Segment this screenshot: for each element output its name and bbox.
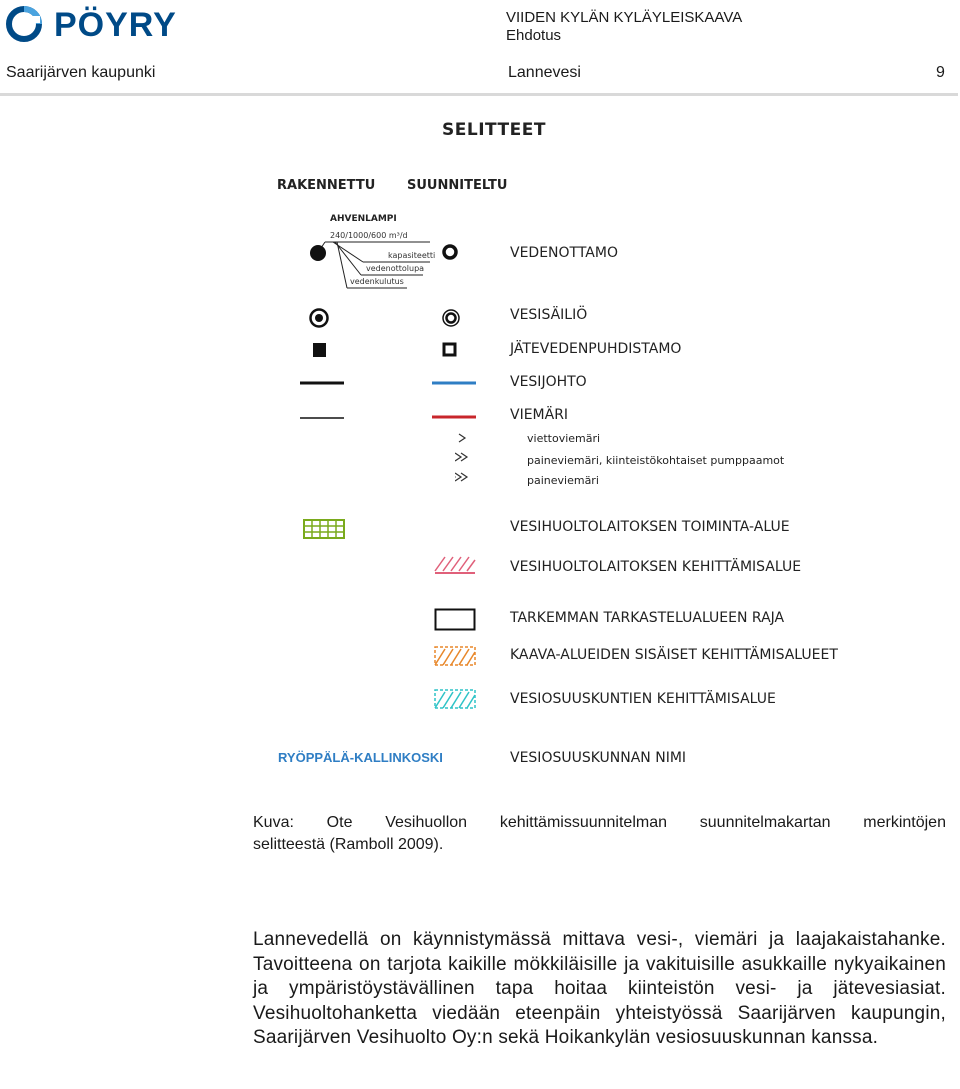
example-permit-label: vedenottolupa [366, 264, 425, 273]
municipality-label: Saarijärven kaupunki [6, 64, 156, 81]
example-consumption-label: vedenkulutus [350, 277, 404, 286]
legend-label-development-area: VESIHUOLTOLAITOKSEN KEHITTÄMISALUE [510, 559, 802, 575]
example-intake-capacity: 240/1000/600 m³/d [330, 231, 408, 240]
sewer-planned-line [430, 412, 480, 422]
legend-label-plan-areas: KAAVA-ALUEIDEN SISÄISET KEHITTÄMISALUEET [510, 647, 838, 663]
legend-label-water-tank: VESISÄILIÖ [510, 307, 588, 323]
water-tank-built-icon [309, 308, 329, 328]
caption-word: Kuva: [253, 814, 294, 831]
inspection-boundary-swatch [434, 608, 478, 632]
caption-word: Ote [326, 814, 353, 831]
legend-label-pressure-sewer: paineviemäri [527, 474, 599, 487]
logo-wordmark: PÖYRY [54, 6, 177, 44]
body-paragraph: Lannevedellä on käynnistymässä mittava vesi-, viemäri ja laajakaistahanke. Tavoitteena on tarjota kaikille mökkiläisille ja vakituisille asukkaille nykyaikainen ja ympäristöystävällinen tapa hoitaa kiinteistön vesi- ja jätevesiasiat. Vesihuoltohanketta viedään eteenpäin yhteistyössä Saarijärven kaupungin, Saarijärven Vesihuolto Oy:n sekä Hoikankylän vesiosuuskunnan kanssa. [253, 929, 946, 1049]
sewer-type-chevron-icons [455, 432, 495, 488]
caption-word: suunnitelmakartan [699, 814, 831, 831]
company-logo [6, 4, 196, 44]
legend-column-planned: SUUNNITELTU [407, 178, 508, 193]
poyry-logo-icon [6, 6, 44, 42]
legend-label-cooperatives: VESIOSUUSKUNTIEN KEHITTÄMISALUE [510, 691, 776, 707]
operating-area-swatch [303, 519, 345, 539]
intake-planned-icon [441, 243, 459, 261]
sewer-built-line [298, 413, 348, 423]
legend-label-inspection-boundary: TARKEMMAN TARKASTELUALUEEN RAJA [510, 610, 785, 626]
figure-caption [253, 812, 946, 856]
development-area-swatch [433, 553, 477, 575]
treatment-plant-planned-icon [442, 342, 458, 358]
plan-area-swatch [433, 644, 477, 668]
page-number: 9 [936, 64, 945, 81]
legend-label-water-pipe: VESIJOHTO [510, 374, 587, 390]
legend-label-operating-area: VESIHUOLTOLAITOKSEN TOIMINTA-ALUE [510, 519, 790, 535]
caption-word: merkintöjen [863, 814, 946, 831]
legend-label-treatment-plant: JÄTEVEDENPUHDISTAMO [510, 341, 682, 357]
intake-built-icon [309, 244, 327, 262]
document-status: Ehdotus [506, 27, 562, 44]
caption-line-2: selitteestä (Ramboll 2009). [253, 836, 444, 853]
legend-column-built: RAKENNETTU [277, 178, 376, 193]
legend-label-gravity-sewer: viettoviemäri [527, 432, 601, 445]
cooperative-name-example: RYÖPPÄLÄ-KALLINKOSKI [278, 750, 443, 765]
header-divider [0, 93, 958, 96]
legend-title: SELITTEET [442, 120, 546, 140]
example-capacity-label: kapasiteetti [388, 251, 436, 260]
treatment-plant-built-icon [312, 342, 328, 358]
cooperative-area-swatch [433, 687, 477, 711]
example-intake-name: AHVENLAMPI [330, 214, 397, 224]
legend-label-pressure-sewer-property: paineviemäri, kiinteistökohtaiset pumppaamot [527, 454, 785, 467]
caption-word: kehittämissuunnitelman [499, 814, 668, 831]
water-pipe-built-line [298, 378, 348, 388]
legend-label-intake: VEDENOTTAMO [510, 245, 618, 261]
caption-word: Vesihuollon [385, 814, 468, 831]
caption-line-1 [253, 812, 946, 834]
area-label: Lannevesi [508, 64, 581, 81]
water-tank-planned-icon [441, 308, 461, 328]
document-title: VIIDEN KYLÄN KYLÄYLEISKAAVA [506, 9, 743, 26]
legend-label-sewer: VIEMÄRI [510, 407, 569, 423]
water-pipe-planned-line [430, 378, 480, 388]
legend-label-cooperative-name: VESIOSUUSKUNNAN NIMI [510, 750, 687, 766]
